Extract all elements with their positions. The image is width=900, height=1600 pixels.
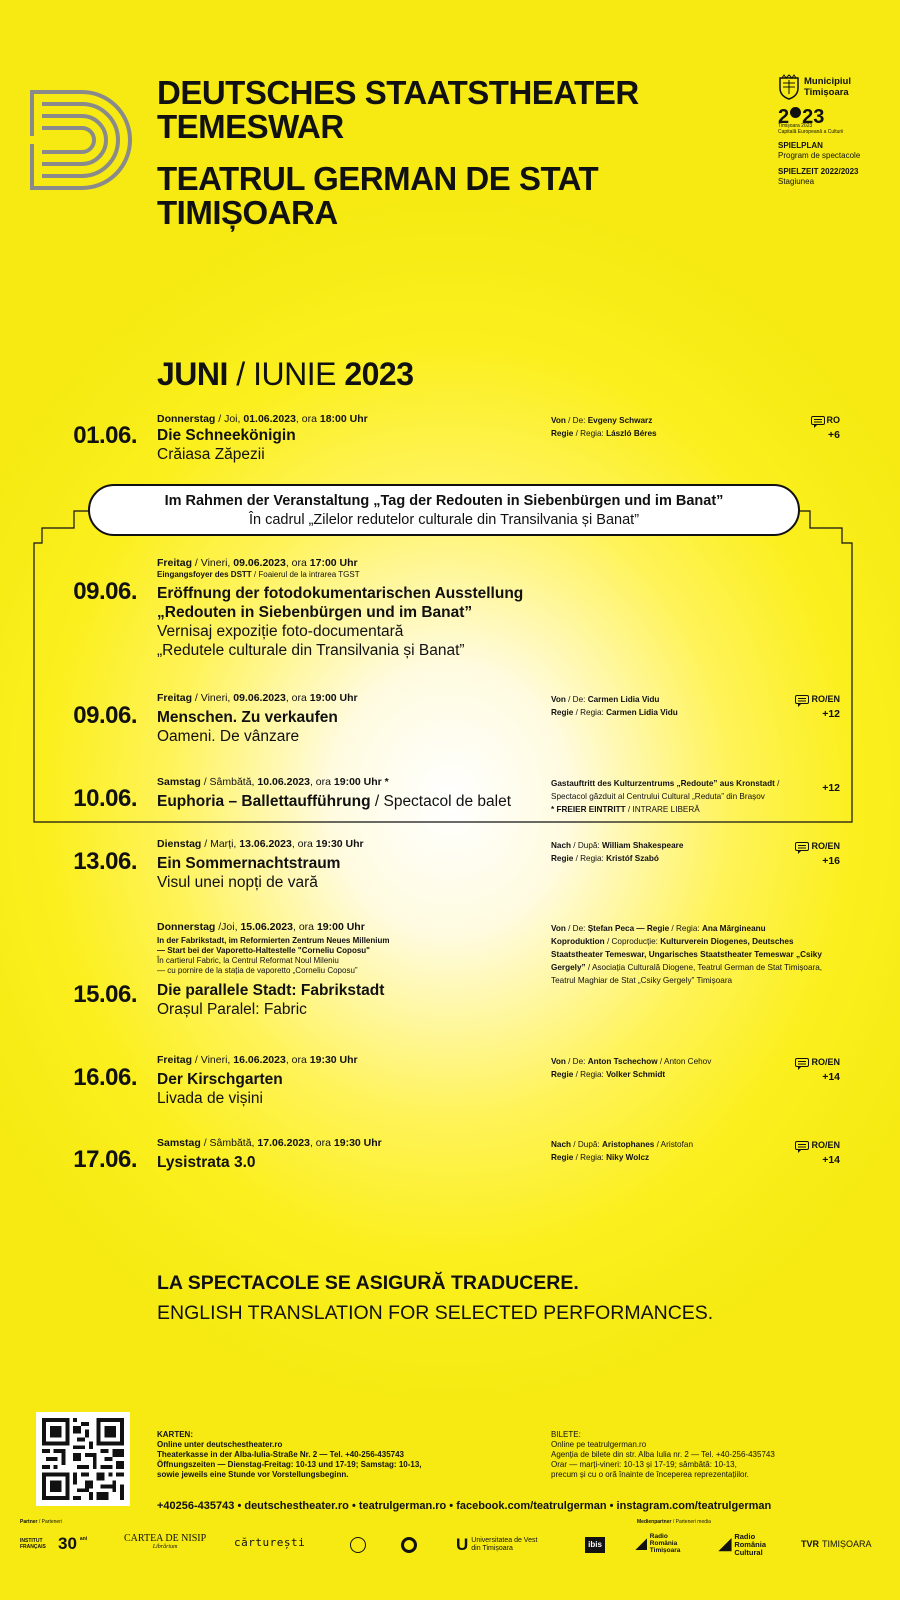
- partner-ibis: ibis: [585, 1537, 605, 1553]
- event-date: 16.06.: [73, 1064, 137, 1091]
- subtitle-icon: [795, 1141, 809, 1150]
- spielplan-label: SPIELPLAN: [778, 141, 823, 150]
- partner-cartea-de-nisip: CARTEA DE NISIP Librărium: [124, 1533, 207, 1550]
- partner-logo-icon: [350, 1537, 366, 1553]
- event-date: 09.06.: [73, 578, 137, 605]
- month-title: JUNI / IUNIE 2023: [157, 356, 414, 392]
- event-credits: Gastauftritt des Kulturzentrums „Redoute” aus Kronstadt / Spectacol găzduit al Centrului Cultural „Reduta” din Brașov * FREIER EINTRITT / INTRARE LIBERĂ: [551, 779, 780, 814]
- media-partner-label: Medienpartner / Parteneri media: [637, 1519, 711, 1525]
- subtitle-icon: [811, 416, 825, 425]
- qr-code-icon: [42, 1418, 124, 1500]
- theater-name-ro: TEATRUL GERMAN DE STAT TIMIȘOARA: [157, 160, 599, 231]
- partner-radio-romania-timisoara: ◢ Radio România Timișoara: [636, 1533, 681, 1554]
- event-credits: Von / De: Carmen Lidia Vidu Regie / Regia: Carmen Lidia Vidu: [551, 695, 678, 717]
- event-date: 15.06.: [73, 981, 137, 1008]
- partner-radio-romania-cultural: ◢ Radio România Cultural: [719, 1532, 766, 1557]
- partner-uvt: U Universitatea de Vest din Timișoara: [456, 1535, 538, 1554]
- partner-carturesti: cărturești: [234, 1536, 306, 1549]
- theater-logo: [28, 84, 140, 196]
- partner-institut-francais: INSTITUT FRANÇAIS: [20, 1538, 46, 1550]
- qr-code[interactable]: [36, 1412, 130, 1506]
- contact-line[interactable]: +40256-435743 • deutschestheater.ro • teatrulgerman.ro • facebook.com/teatrulgerman • instagram.com/teatrulgerman: [157, 1500, 772, 1512]
- event-date: 09.06.: [73, 702, 137, 729]
- spielzeit-label: SPIELZEIT 2022/2023: [778, 167, 859, 176]
- event-info: Freitag / Vineri, 09.06.2023, ora 17:00 Uhr Eingangsfoyer des DSTT / Foaierul de la intrarea TGST Eröffnung der fotodokumentarischen Ausstellung „Redouten in Siebenbürgen und im Banat” Vernisaj expoziție foto-documentară „Redutele culturale din Transilvania și Banat”: [157, 557, 524, 659]
- tickets-de: KARTEN: Online unter deutschestheater.ro Theaterkasse in der Alba-Iulia-Straße Nr. 2 — Tel. +40-256-435743 Öffnungszeiten — Dienstag-Freitag: 10-13 und 17-19; Samstag: 10-13, sowie jeweils eine Stunde vor Vorstellungsbeginn.: [157, 1430, 422, 1479]
- event-credits: Von / De: Ștefan Peca — Regie / Regia: Ana Mărgineanu Koproduktion / Coproducție: Kulturverein Diogenes, Deutsches Staatstheater Temeswar, Ungarisches Staatstheater Temeswar „Csiky Gergely” / Asociația Culturală Diogene, Teatrul German de Stat Timișoara, Teatrul Maghiar de Stat „Csiky Gergely” Timișoara: [551, 924, 823, 985]
- event-date: 13.06.: [73, 848, 137, 875]
- subtitle-icon: [795, 1058, 809, 1067]
- event-credits: Nach / După: Aristophanes / Aristofan Regie / Regia: Niky Wolcz: [551, 1140, 693, 1162]
- event-date: 10.06.: [73, 785, 137, 812]
- event-info: Donnerstag /Joi, 15.06.2023, ora 19:00 Uhr In der Fabrikstadt, im Reformierten Zentrum Neues Millenium — Start bei der Vaporetto-Haltestelle "Corneliu Coposu" În cartierul Fabric, la Centrul Reformat Noul Mileniu — cu pornire de la stația de vaporetto „Corneliu Coposu” Die parallele Stadt: Fabrikstadt Orașul Paralel: Fabric: [157, 921, 390, 1018]
- event-info: Donnerstag / Joi, 01.06.2023, ora 18:00 Uhr Die Schneekönigin Crăiasa Zăpezii: [157, 413, 368, 463]
- event-info: Freitag / Vineri, 09.06.2023, ora 19:00 Uhr Menschen. Zu verkaufen Oameni. De vânzare: [157, 692, 358, 745]
- redouten-banner: Im Rahmen der Veranstaltung „Tag der Redouten in Siebenbürgen und im Banat” În cadrul „Zilelor redutelor culturale din Transilvania și Banat”: [88, 484, 800, 536]
- translation-note-ro: LA SPECTACOLE SE ASIGURĂ TRADUCERE.: [157, 1272, 579, 1294]
- event-lang: RO/EN +16: [780, 840, 840, 867]
- event-credits: Nach / După: William Shakespeare Regie / Regia: Kristóf Szabó: [551, 841, 684, 863]
- municipality: Municipiul Timișoara: [778, 74, 896, 100]
- event-lang: +12: [822, 782, 840, 794]
- partner-30-ani: 30 ani: [58, 1534, 88, 1553]
- crest-icon: [778, 74, 800, 100]
- event-date: 01.06.: [73, 422, 137, 449]
- event-lang: RO/EN +14: [780, 1056, 840, 1083]
- translation-note-en: ENGLISH TRANSLATION FOR SELECTED PERFORMANCES.: [157, 1302, 714, 1324]
- subtitle-icon: [795, 695, 809, 704]
- event-info: Samstag / Sâmbătă, 10.06.2023, ora 19:00 Uhr * Euphoria – Ballettaufführung / Spectacol de balet: [157, 776, 512, 810]
- capital-logo: 2 23: [778, 106, 825, 128]
- theater-name-de: DEUTSCHES STAATSTHEATER TEMESWAR: [157, 74, 639, 145]
- event-credits: Von / De: Anton Tschechow / Anton Cehov Regie / Regia: Volker Schmidt: [551, 1057, 712, 1079]
- event-lang: RO/EN +14: [780, 1139, 840, 1166]
- event-info: Samstag / Sâmbătă, 17.06.2023, ora 19:30 Uhr Lysistrata 3.0: [157, 1137, 382, 1171]
- subtitle-icon: [795, 842, 809, 851]
- tickets-ro: BILETE: Online pe teatrulgerman.ro Agenția de bilete din str. Alba Iulia nr. 2 — Tel. +40-256-435743 Orar — marți-vineri: 10-13 și 17-19; sâmbătă: 10-13, precum și cu o oră înainte de începerea reprezentațiilor.: [551, 1430, 775, 1479]
- event-lang: RO +6: [780, 414, 840, 441]
- event-info: Freitag / Vineri, 16.06.2023, ora 19:30 Uhr Der Kirschgarten Livada de vișini: [157, 1054, 358, 1107]
- partner-label: Partner / Parteneri: [20, 1519, 62, 1525]
- partner-emblem-icon: [401, 1537, 417, 1553]
- dot-icon: [790, 107, 801, 118]
- event-credits: Von / De: Evgeny Schwarz Regie / Regia: László Béres: [551, 416, 657, 438]
- header-right: Municipiul Timișoara 2 23 Timișoara 2023 Capitală Europeană a Culturii SPIELPLAN Program de spectacole SPIELZEIT 2022/2023 Stagiunea: [778, 74, 896, 187]
- event-info: Dienstag / Marți, 13.06.2023, ora 19:30 Uhr Ein Sommernachtstraum Visul unei nopți de vară: [157, 838, 364, 891]
- event-lang: RO/EN +12: [780, 693, 840, 720]
- event-date: 17.06.: [73, 1146, 137, 1173]
- partner-tvr-timisoara: TVR TIMIȘOARA: [801, 1539, 872, 1549]
